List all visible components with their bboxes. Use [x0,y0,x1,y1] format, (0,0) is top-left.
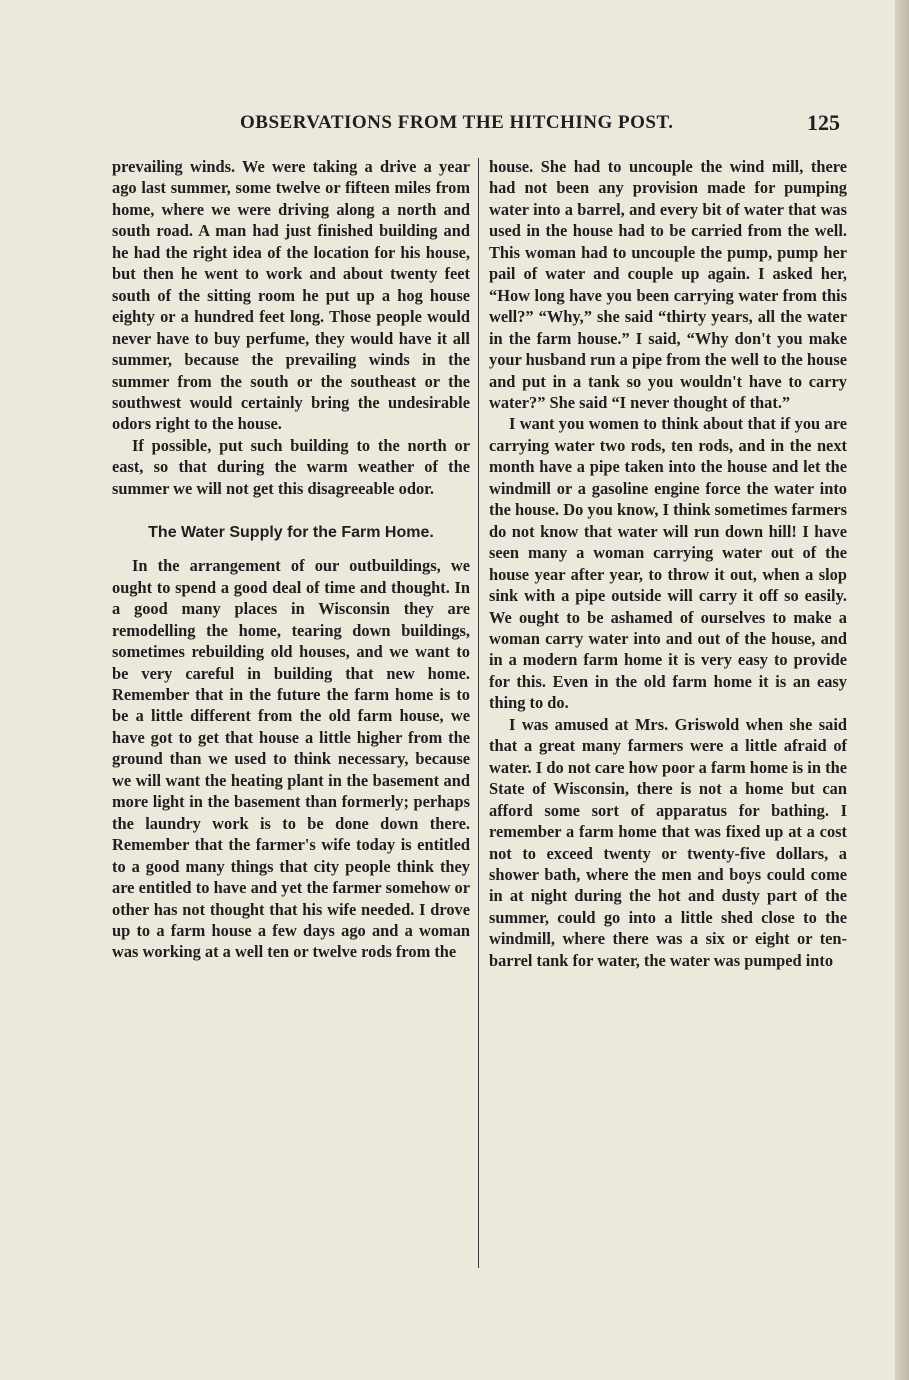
paragraph-building-location: If possible, put such building to the north or east, so that during the warm weather of the summer we will not get this disagreeable odor. [112,435,470,498]
page-header [112,112,844,142]
right-column [489,156,847,971]
running-title: OBSERVATIONS FROM THE HITCHING POST. [240,112,674,133]
page-edge-shadow [895,0,909,1380]
column-divider [478,158,479,1268]
paragraph-prevailing-winds: prevailing winds. We were taking a drive a year ago last summer, some twelve or fifteen miles from home, where we were driving along a north and south road. A man had just finished building and he had the right idea of the location for his house, but then he went to work and about twenty feet south of the sitting room he put up a hog house eighty or a hundred feet long. Those people would never have to buy perfume, they would have it all summer, because the prevailing winds in the summer from the south or the southeast or the southwest would certainly bring the undesirable odors right to the house. [112,157,470,434]
paragraph-carrying-water: house. She had to uncouple the wind mill, there had not been any provision made for pumping water into a barrel, and every bit of water that was used in the house had to be carried from the well. This woman had to uncouple the pump, pump her pail of water and couple up again. I asked her, “How long have you been carrying water from this well?” “Why,” she said “thirty years, all the water in the farm house.” I said, “Why don't you make your husband run a pipe from the well to the house and put in a tank so you wouldn't have to carry water?” She said “I never thought of that.” [489,157,847,412]
left-column [112,156,470,963]
paragraph-women-think: I want you women to think about that if you are carrying water two rods, ten rods, and in the next month have a pipe taken into the house and let the windmill or a gasoline engine force the water into the house. Do you know, I think sometimes farmers do not know that water will run down hill! I have seen many a woman carrying water out of the house year after year, to throw it out, when a slop sink with a pipe outside will carry it off so easily. We ought to be ashamed of ourselves to make a woman carry water into and out of the house, and in a modern farm home it is very easy to provide for this. Even in the old farm home it is an easy thing to do. [489,414,847,713]
paragraph-outbuildings: In the arrangement of our outbuildings, we ought to spend a good deal of time and thought. In a good many places in Wisconsin they are remodelling the home, tearing down buildings, sometimes rebuilding old houses, and we want to be very careful in building that new home. Remember that in the future the farm home is to be a little different from the old farm house, we have got to get that house a little higher from the ground than we used to think necessary, because we will want the heating plant in the basement and more light in the basement than formerly; perhaps the laundry work is to be done down there. Remember that the farmer's wife today is entitled to a good many things that city people think they are entitled to have and yet the farmer somehow or other has not thought that his wife needed. I drove up to a farm house a few days ago and a woman was working at a well ten or twelve rods from the [112,556,470,962]
section-heading: The Water Supply for the Farm Home. [148,524,434,542]
paragraph-bathing: I was amused at Mrs. Griswold when she said that a great many farmers were a little afraid of water. I do not care how poor a farm home is in the State of Wisconsin, there is not a home but can afford some sort of apparatus for bathing. I remember a farm home that was fixed up at a cost not to exceed twenty or twenty-five dollars, a shower bath, where the men and boys could come in at night during the hot and dusty part of the summer, could go into a little shed close to the windmill, where there was a six or eight or ten-barrel tank for water, the water was pumped into [489,714,847,970]
page-number: 125 [807,110,840,135]
